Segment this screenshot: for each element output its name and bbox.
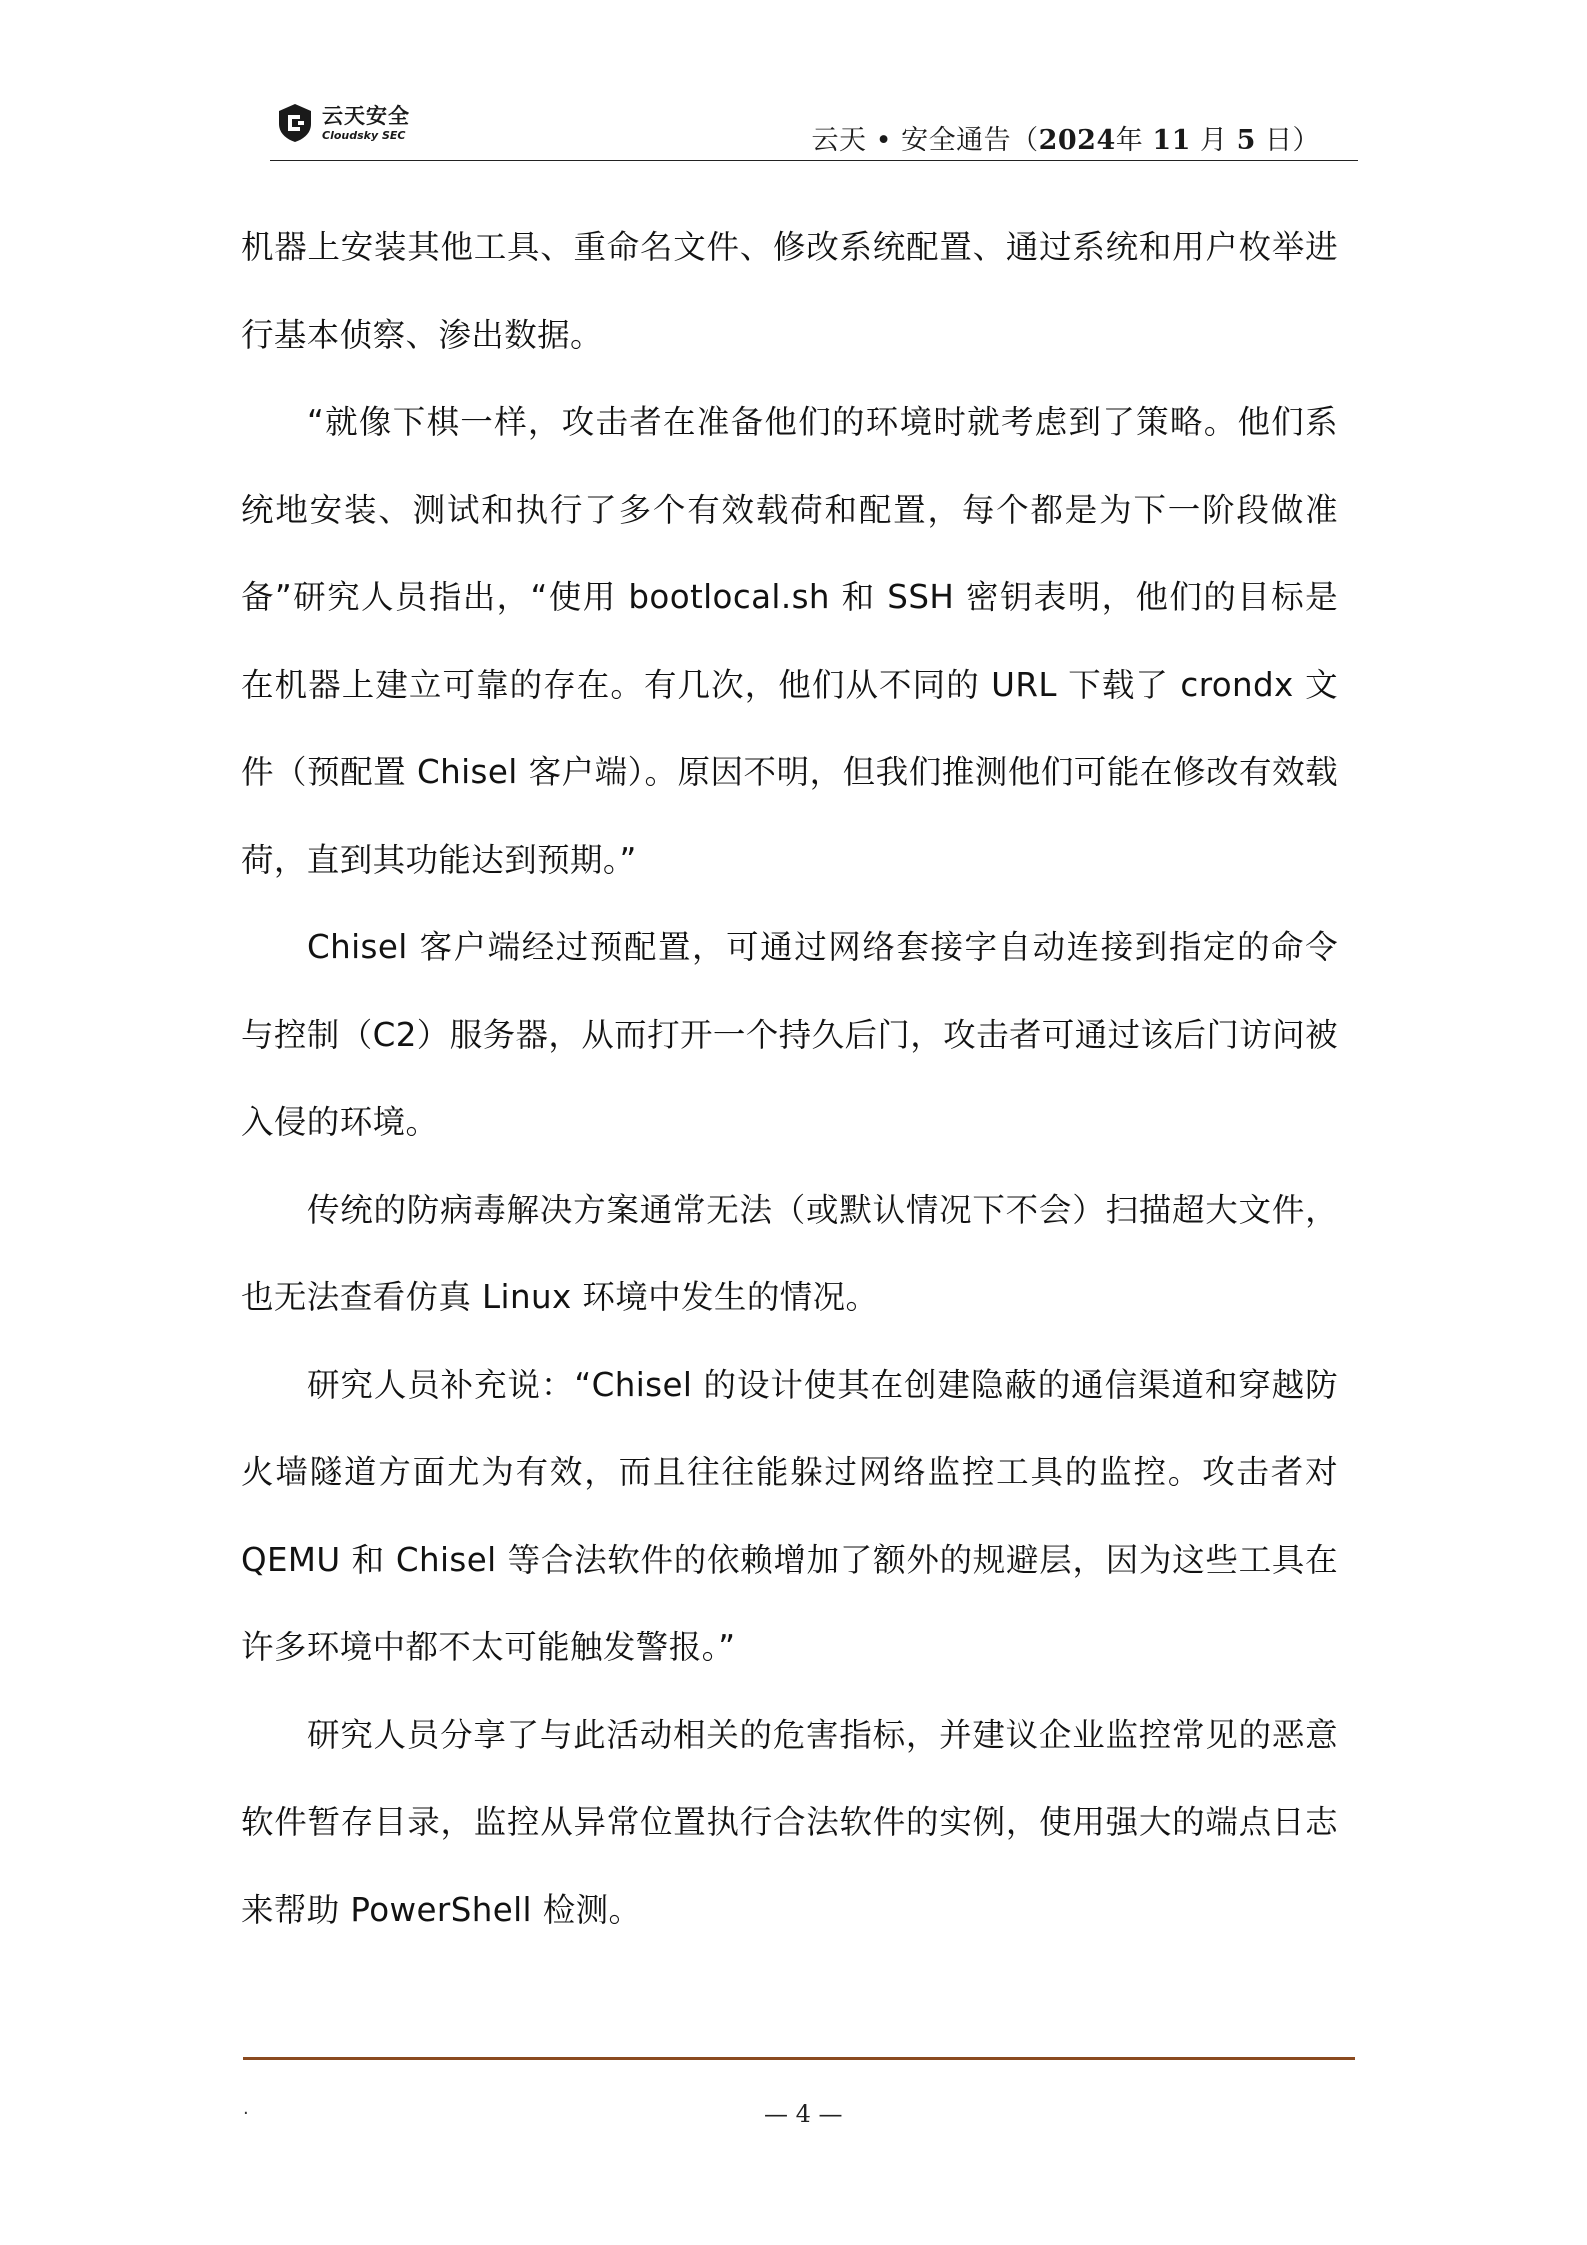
title-day: 5 — [1236, 125, 1256, 156]
title-month-unit: 月 — [1200, 125, 1228, 156]
paragraph-researchers-added: 研究人员补充说：“Chisel 的设计使其在创建隐蔽的通信渠道和穿越防火墙隧道方面尤为有效，而且往往能躲过网络监控工具的监控。攻击者对 QEMU 和 Chisel 等合法软件的依赖增加了额外的规避层，因为这些工具在许多环境中都不太可能触发警报。” — [241, 1365, 1338, 1666]
title-month: 11 — [1152, 125, 1191, 156]
logo-english-name: Cloudsky SEC — [322, 128, 406, 142]
title-prefix: 云天 • 安全通告（ — [811, 125, 1039, 156]
page-number: — 4 — — [764, 2100, 843, 2128]
logo-chinese-name: 云天安全 — [322, 103, 410, 128]
title-year-unit: 年 — [1115, 125, 1144, 156]
brand-logo — [276, 100, 410, 146]
paragraph-chess-quote: “就像下棋一样，攻击者在准备他们的环境时就考虑到了策略。他们系统地安装、测试和执行了多个有效载荷和配置，每个都是为下一阶段做准备”研究人员指出，“使用 bootlocal.sh 和 SSH 密钥表明，他们的目标是在机器上建立可靠的存在。有几次，他们从不同的 URL 下载了 crondx 文件（预配置 Chisel 客户端）。原因不明，但我们推测他们可能在修改有效载荷，直到其功能达到预期。” — [241, 403, 1338, 879]
cloudsky-logo-icon — [276, 102, 314, 144]
header-divider — [270, 160, 1358, 161]
article-body — [241, 204, 1338, 1954]
title-day-unit: 日） — [1265, 125, 1320, 156]
paragraph-recommendations: 研究人员分享了与此活动相关的危害指标，并建议企业监控常见的恶意软件暂存目录，监控从异常位置执行合法软件的实例，使用强大的端点日志来帮助 PowerShell 检测。 — [241, 1715, 1338, 1929]
bulletin-title — [812, 118, 1321, 157]
footer-divider — [243, 2057, 1355, 2060]
paragraph-continuation: 机器上安装其他工具、重命名文件、修改系统配置、通过系统和用户枚举进行基本侦察、渗出数据。 — [241, 228, 1338, 354]
footer-dot: . — [243, 2098, 249, 2119]
title-year: 2024 — [1038, 125, 1116, 156]
paragraph-antivirus: 传统的防病毒解决方案通常无法（或默认情况下不会）扫描超大文件，也无法查看仿真 Linux 环境中发生的情况。 — [241, 1190, 1338, 1316]
paragraph-chisel-client: Chisel 客户端经过预配置，可通过网络套接字自动连接到指定的命令与控制（C2）服务器，从而打开一个持久后门，攻击者可通过该后门访问被入侵的环境。 — [241, 928, 1338, 1141]
page-header — [270, 96, 1360, 164]
